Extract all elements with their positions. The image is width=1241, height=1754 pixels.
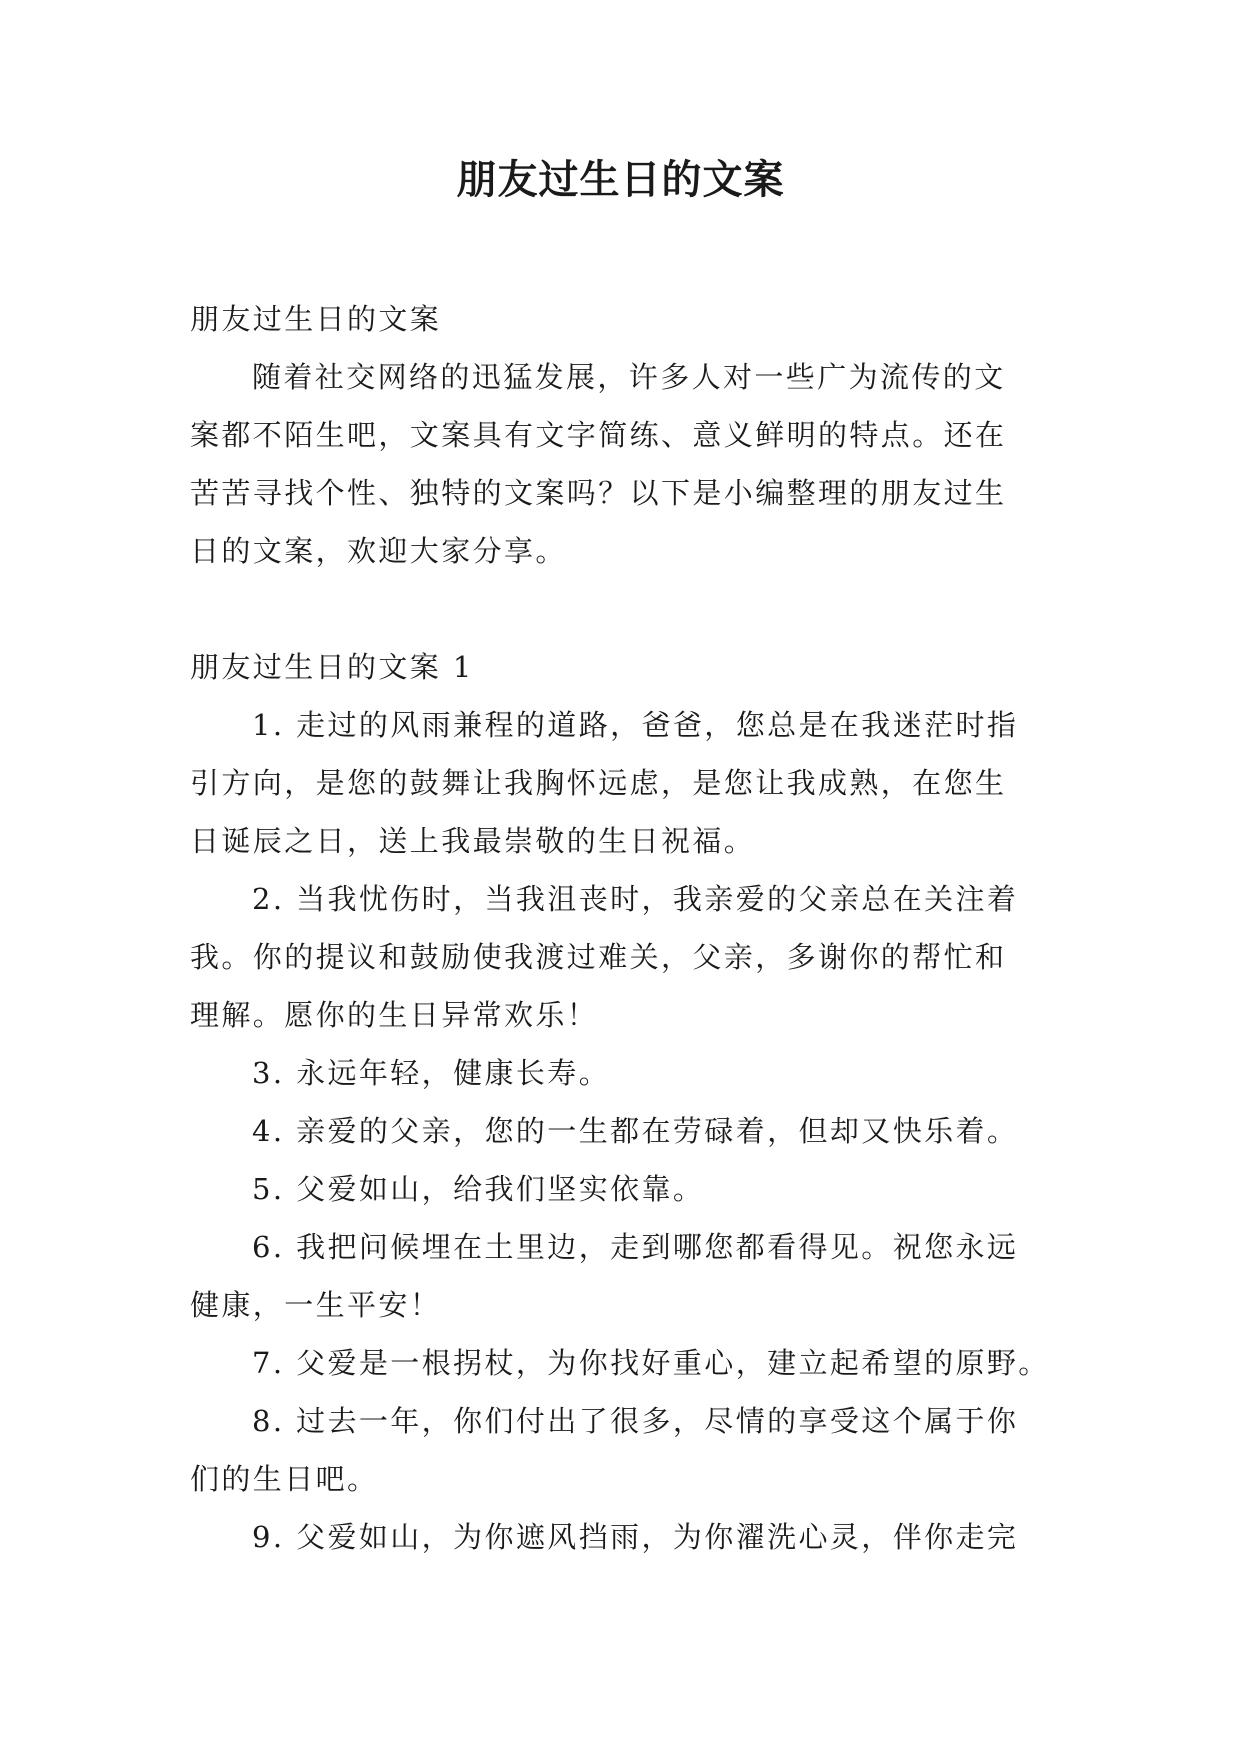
intro-paragraph-line: 苦苦寻找个性、独特的文案吗？以下是小编整理的朋友过生 bbox=[190, 476, 1007, 510]
list-item-line: 理解。愿你的生日异常欢乐！ bbox=[190, 998, 599, 1032]
section-heading: 朋友过生日的文案 bbox=[190, 302, 442, 336]
list-item-line: 5. 父爱如山，给我们坚实依靠。 bbox=[252, 1172, 705, 1206]
intro-paragraph-line: 案都不陌生吧，文案具有文字简练、意义鲜明的特点。还在 bbox=[190, 418, 1007, 452]
list-item-line: 们的生日吧。 bbox=[190, 1462, 379, 1496]
paragraph-gap bbox=[190, 580, 1050, 638]
list-item-line: 4. 亲爱的父亲，您的一生都在劳碌着，但却又快乐着。 bbox=[252, 1114, 1019, 1148]
list-item-line: 8. 过去一年，你们付出了很多，尽情的享受这个属于你 bbox=[252, 1404, 1019, 1438]
intro-paragraph-line: 日的文案，欢迎大家分享。 bbox=[190, 534, 567, 568]
list-item-line: 引方向，是您的鼓舞让我胸怀远虑，是您让我成熟，在您生 bbox=[190, 766, 1007, 800]
section-heading: 朋友过生日的文案 1 bbox=[190, 650, 474, 684]
list-item-line: 9. 父爱如山，为你遮风挡雨，为你濯洗心灵，伴你走完 bbox=[252, 1520, 1019, 1554]
list-item-line: 2. 当我忧伤时，当我沮丧时，我亲爱的父亲总在关注着 bbox=[252, 882, 1019, 916]
page-title: 朋友过生日的文案 bbox=[456, 157, 785, 203]
list-item-line: 日诞辰之日，送上我最崇敬的生日祝福。 bbox=[190, 824, 756, 858]
list-item-line: 我。你的提议和鼓励使我渡过难关，父亲，多谢你的帮忙和 bbox=[190, 940, 1007, 974]
list-item-line: 1. 走过的风雨兼程的道路，爸爸，您总是在我迷茫时指 bbox=[252, 708, 1019, 742]
list-item-line: 6. 我把问候埋在土里边，走到哪您都看得见。祝您永远 bbox=[252, 1230, 1019, 1264]
intro-paragraph-line: 随着社交网络的迅猛发展，许多人对一些广为流传的文 bbox=[252, 360, 1006, 394]
list-item-line: 3. 永远年轻，健康长寿。 bbox=[252, 1056, 611, 1090]
document-body bbox=[190, 290, 1050, 1566]
list-item-line: 健康，一生平安！ bbox=[190, 1288, 442, 1322]
list-item-line: 7. 父爱是一根拐杖，为你找好重心，建立起希望的原野。 bbox=[252, 1346, 1050, 1380]
